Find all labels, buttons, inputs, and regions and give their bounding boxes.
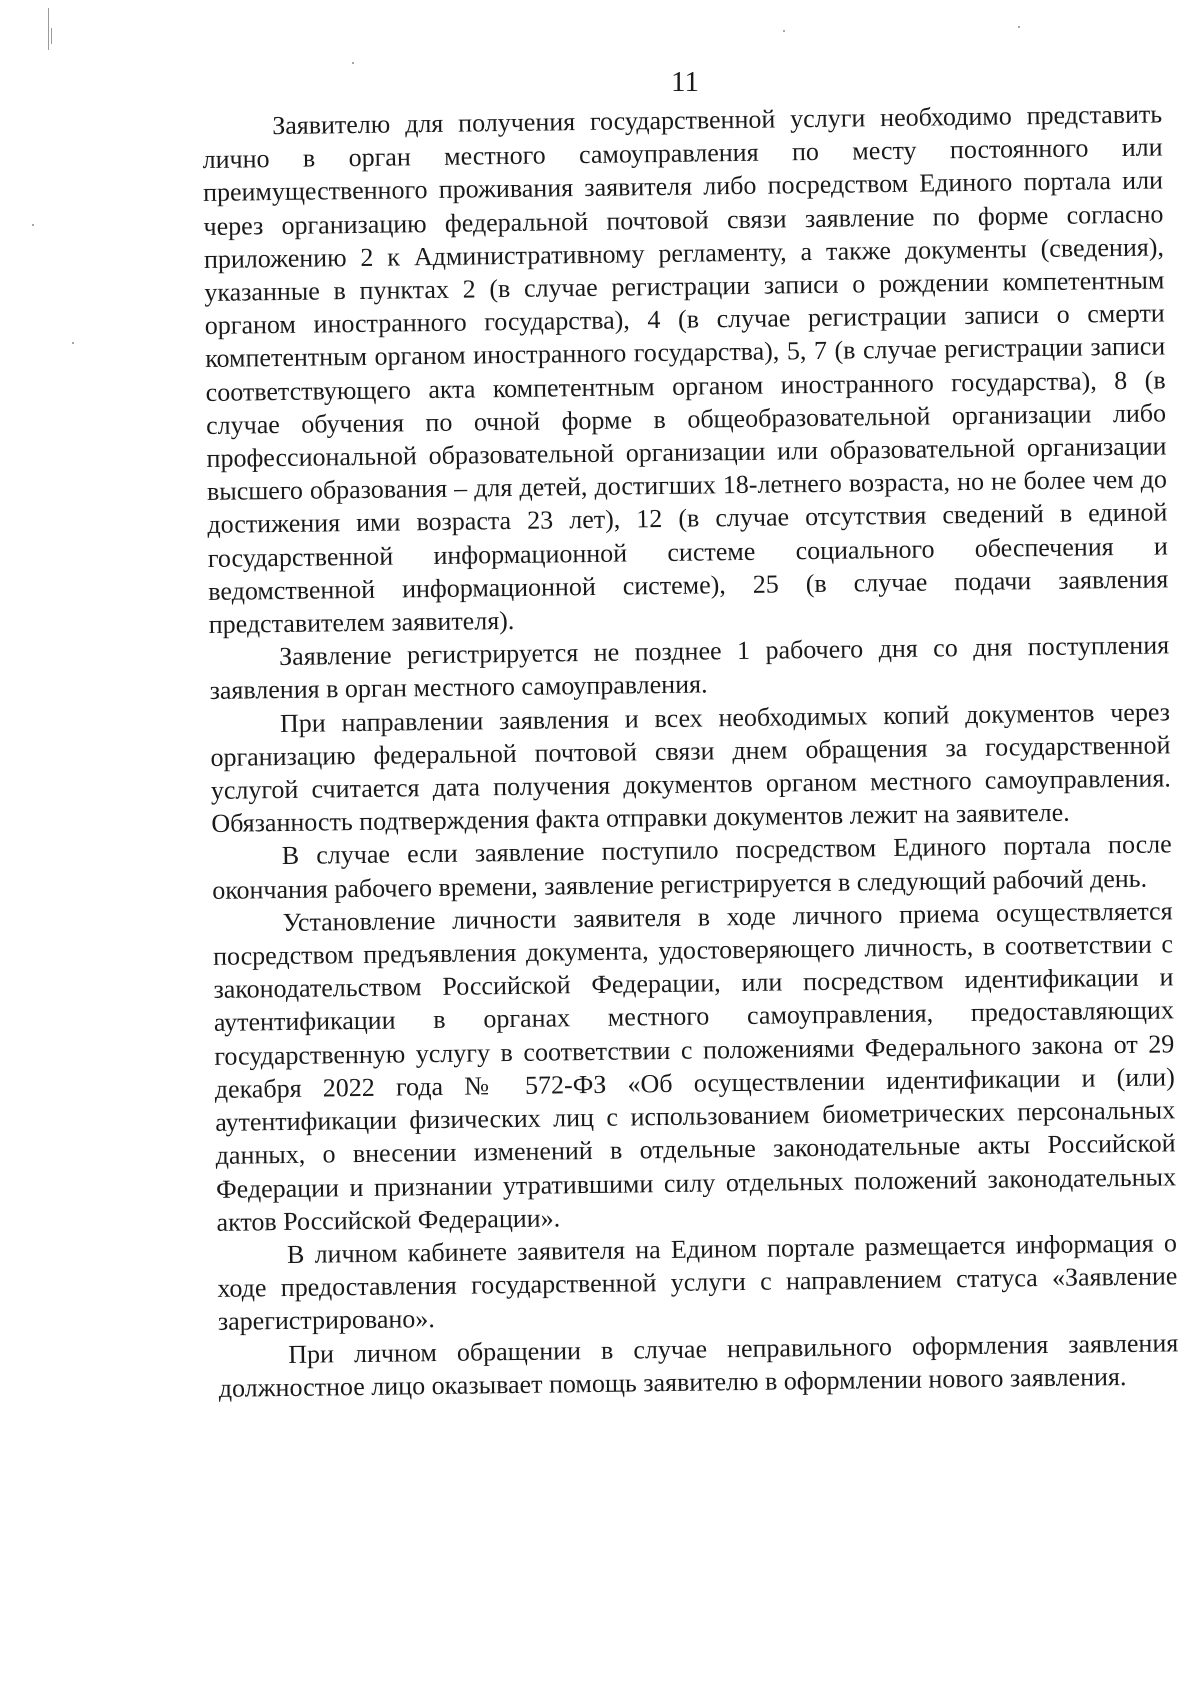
- paragraph: Заявление регистрируется не позднее 1 рабочего дня со дня поступления заявления в орган местного самоуправления.: [209, 630, 1170, 706]
- paragraph: В случае если заявление поступило посредством Единого портала после окончания рабочего времени, заявление регистрируется в следующий рабочий день.: [212, 829, 1172, 905]
- paragraph: В личном кабинете заявителя на Едином портале размещается информация о ходе предоставления государственной услуги с направлением статуса «Заявление зарегистрировано».: [217, 1228, 1178, 1337]
- document-body: [202, 97, 1179, 1404]
- paragraph: Установление личности заявителя в ходе личного приема осуществляется посредством предъявления документа, удостоверяющего личность, в соответствии с законодательством Российской Федерации, или посредством идентификации и аутентификации в органах местного самоуправления, предоставляющих государственную услугу в соответствии с положениями Федерального закона от 29 декабря 2022 года № 572-ФЗ «Об осуществлении идентификации и (или) аутентификации физических лиц с использованием биометрических персональных данных, о внесении изменений в отдельные законодательные акты Российской Федерации и признании утратившими силу отдельных положений законодательных актов Российской Федерации».: [212, 896, 1177, 1237]
- scan-margin-line: [51, 28, 52, 44]
- paragraph: При личном обращении в случае неправильного оформления заявления должностное лицо оказывает помощь заявителю в оформлении нового заявления.: [218, 1327, 1179, 1403]
- scan-speck: [352, 62, 354, 64]
- page-number: 11: [671, 66, 699, 98]
- scan-speck: [72, 342, 74, 344]
- scan-margin-line: [48, 8, 49, 50]
- scan-speck: [32, 224, 34, 226]
- scan-speck: [1018, 26, 1020, 28]
- paragraph: Заявителю для получения государственной услуги необходимо представить лично в орган местного самоуправления по месту постоянного или преимущественного проживания заявителя либо посредством Единого портала или через организацию федеральной почтовой связи заявление по форме согласно приложению 2 к Административному регламенту, а также документы (сведения), указанные в пунктах 2 (в случае регистрации записи о рождении компетентным органом иностранного государства), 4 (в случае регистрации записи о смерти компетентным органом иностранного государства), 5, 7 (в случае регистрации записи соответствующего акта компетентным органом иностранного государства), 8 (в случае обучения по очной форме в общеобразовательной организации либо профессиональной образовательной организации или образовательной организации высшего образования – для детей, достигших 18-летнего возраста, но не более чем до достижения ими возраста 23 лет), 12 (в случае отсутствия сведений в единой государственной информационной системе социального обеспечения и ведомственной информационной системе), 25 (в случае подачи заявления представителем заявителя).: [202, 99, 1169, 640]
- scan-speck: [783, 30, 785, 32]
- paragraph: При направлении заявления и всех необходимых копий документов через организацию федеральной почтовой связи днем обращения за государственной услугой считается дата получения документов органом местного самоуправления. Обязанность подтверждения факта отправки документов лежит на заявителе.: [210, 697, 1172, 839]
